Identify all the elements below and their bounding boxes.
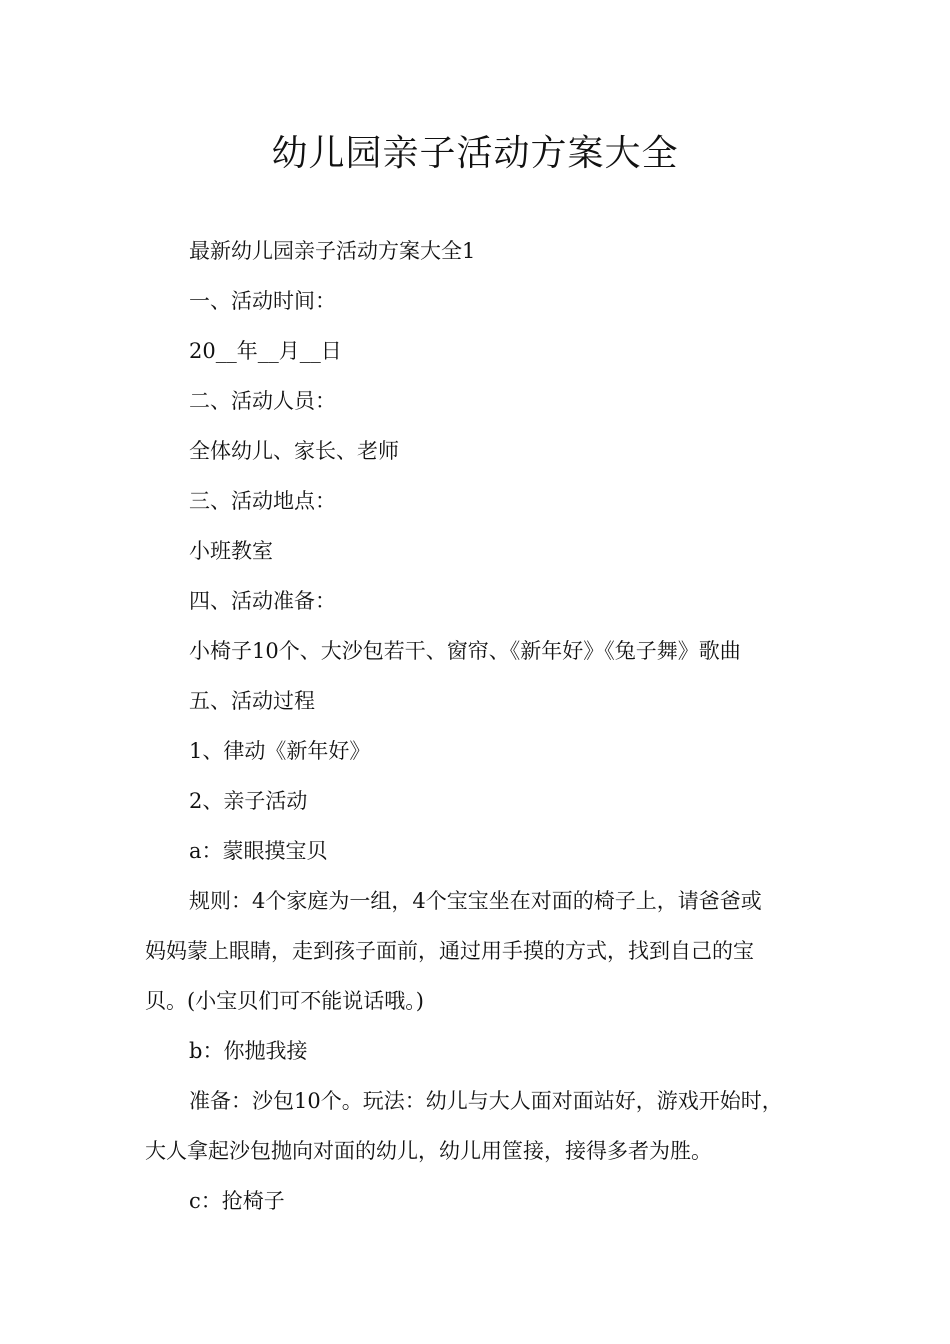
game-c-title: c：抢椅子: [189, 1189, 285, 1213]
section-heading-people: 二、活动人员：: [189, 389, 336, 413]
game-b-rules-line-2: 大人拿起沙包抛向对面的幼儿，幼儿用筐接，接得多者为胜。: [145, 1139, 712, 1163]
process-step-1: 1、律动《新年好》: [189, 739, 371, 763]
game-a-rules-line-2: 妈妈蒙上眼睛，走到孩子面前，通过用手摸的方式，找到自己的宝: [145, 939, 754, 963]
section-heading-time: 一、活动时间：: [189, 289, 336, 313]
game-b-rules-line-1: 准备：沙包10个。玩法：幼儿与大人面对面站好，游戏开始时，: [189, 1089, 783, 1113]
plan-heading: 最新幼儿园亲子活动方案大全1: [189, 239, 476, 263]
section-heading-place: 三、活动地点：: [189, 489, 336, 513]
game-a-title: a：蒙眼摸宝贝: [189, 839, 328, 863]
game-a-rules-line-3: 贝。(小宝贝们可不能说话哦。): [145, 989, 424, 1013]
section-heading-preparation: 四、活动准备：: [189, 589, 336, 613]
time-value: 20__年__月__日: [189, 339, 342, 363]
game-b-title: b：你抛我接: [189, 1039, 308, 1063]
document-title: 幼儿园亲子活动方案大全: [271, 133, 679, 174]
people-value: 全体幼儿、家长、老师: [189, 439, 399, 463]
place-value: 小班教室: [189, 539, 273, 563]
section-heading-process: 五、活动过程: [189, 689, 315, 713]
process-step-2: 2、亲子活动: [189, 789, 308, 813]
preparation-value: 小椅子10个、大沙包若干、窗帘、《新年好》《兔子舞》歌曲: [189, 639, 741, 663]
game-a-rules-line-1: 规则：4个家庭为一组，4个宝宝坐在对面的椅子上，请爸爸或: [189, 889, 762, 913]
